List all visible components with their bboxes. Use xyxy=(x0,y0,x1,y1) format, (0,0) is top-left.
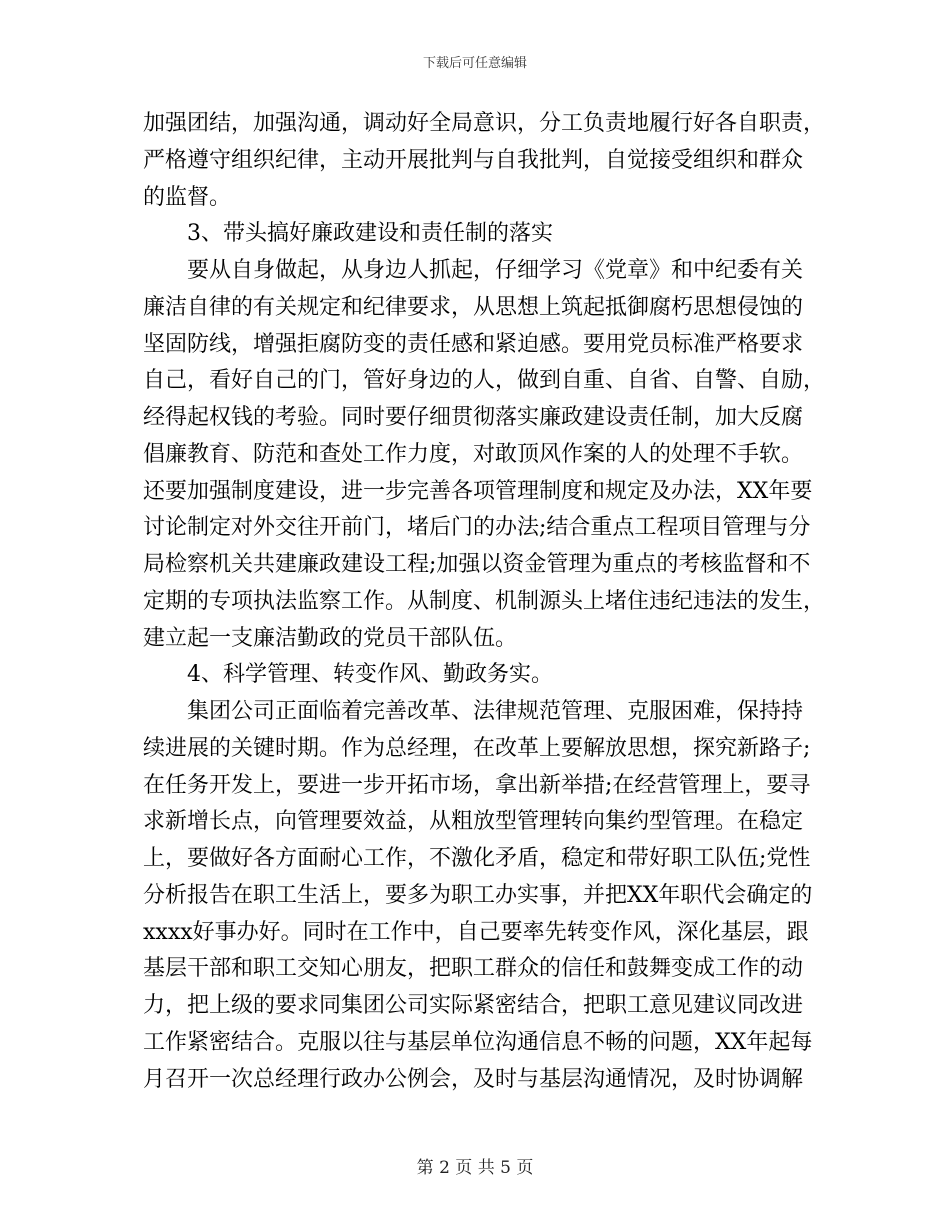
text-line: xxxx好事办好。同时在工作中，自己要率先转变作风，深化基层，跟 xyxy=(143,919,809,945)
text-line: 分析报告在职工生活上，要多为职工办实事，并把XX年职代会确定的 xyxy=(143,882,813,908)
text-line: 要从自身做起，从身边人抓起，仔细学习《党章》和中纪委有关 xyxy=(187,258,804,283)
text-line: 在任务开发上，要进一步开拓市场，拿出新举措;在经营管理上，要寻 xyxy=(143,772,811,798)
document-body xyxy=(143,106,826,1098)
text-line: 经得起权钱的考验。同时要仔细贯彻落实廉政建设责任制，加大反腐 xyxy=(143,405,804,430)
text-line: 的监督。 xyxy=(143,184,232,210)
text-line: 建立起一支廉洁勤政的党员干部队伍。 xyxy=(143,625,518,651)
text-line: 坚固防线，增强拒腐防变的责任感和紧迫感。要用党员标准严格要求 xyxy=(143,331,804,357)
text-line: 讨论制定对外交往开前门，堵后门的办法;结合重点工程项目管理与分 xyxy=(143,515,811,541)
text-line: 局检察机关共建廉政建设工程;加强以资金管理为重点的考核监督和不 xyxy=(143,552,811,577)
page-header-note: 下载后可任意编辑 xyxy=(422,56,527,71)
page-number-footer xyxy=(0,1153,950,1178)
text-line: 工作紧密结合。克服以往与基层单位沟通信息不畅的问题，XX年起每 xyxy=(143,1029,813,1055)
text-line: 集团公司正面临着完善改革、法律规范管理、克服困难，保持持 xyxy=(187,699,804,724)
section-heading: 3、带头搞好廉政建设和责任制的落实 xyxy=(187,221,553,247)
section-heading: 4、科学管理、转变作风、勤政务实。 xyxy=(187,662,553,688)
text-line: 定期的专项执法监察工作。从制度、机制源头上堵住违纪违法的发生， xyxy=(143,588,826,614)
text-line: 月召开一次总经理行政办公例会，及时与基层沟通情况，及时协调解 xyxy=(143,1066,804,1092)
text-line: 加强团结，加强沟通，调动好全局意识，分工负责地履行好各自职责， xyxy=(143,111,826,136)
text-line: 自己，看好自己的门，管好身边的人，做到自重、自省、自警、自励， xyxy=(143,368,826,394)
text-line: 还要加强制度建设，进一步完善各项管理制度和规定及办法，XX年要 xyxy=(143,478,813,504)
text-line: 上，要做好各方面耐心工作，不激化矛盾，稳定和带好职工队伍;党性 xyxy=(143,846,811,871)
text-line: 廉洁自律的有关规定和纪律要求，从思想上筑起抵御腐朽思想侵蚀的 xyxy=(143,294,804,320)
text-line: 力，把上级的要求同集团公司实际紧密结合，把职工意见建议同改进 xyxy=(143,993,804,1018)
text-line: 基层干部和职工交知心朋友，把职工群众的信任和鼓舞变成工作的动 xyxy=(143,956,804,982)
text-line: 续进展的关键时期。作为总经理，在改革上要解放思想，探究新路子; xyxy=(143,735,811,761)
text-line: 倡廉教育、防范和查处工作力度，对敢顶风作案的人的处理不手软。 xyxy=(143,441,804,467)
text-line: 求新增长点，向管理要效益，从粗放型管理转向集约型管理。在稳定 xyxy=(143,809,804,835)
page-number-label: 第 2 页 共 5 页 xyxy=(416,1158,534,1178)
text-line: 严格遵守组织纪律，主动开展批判与自我批判，自觉接受组织和群众 xyxy=(143,147,804,173)
